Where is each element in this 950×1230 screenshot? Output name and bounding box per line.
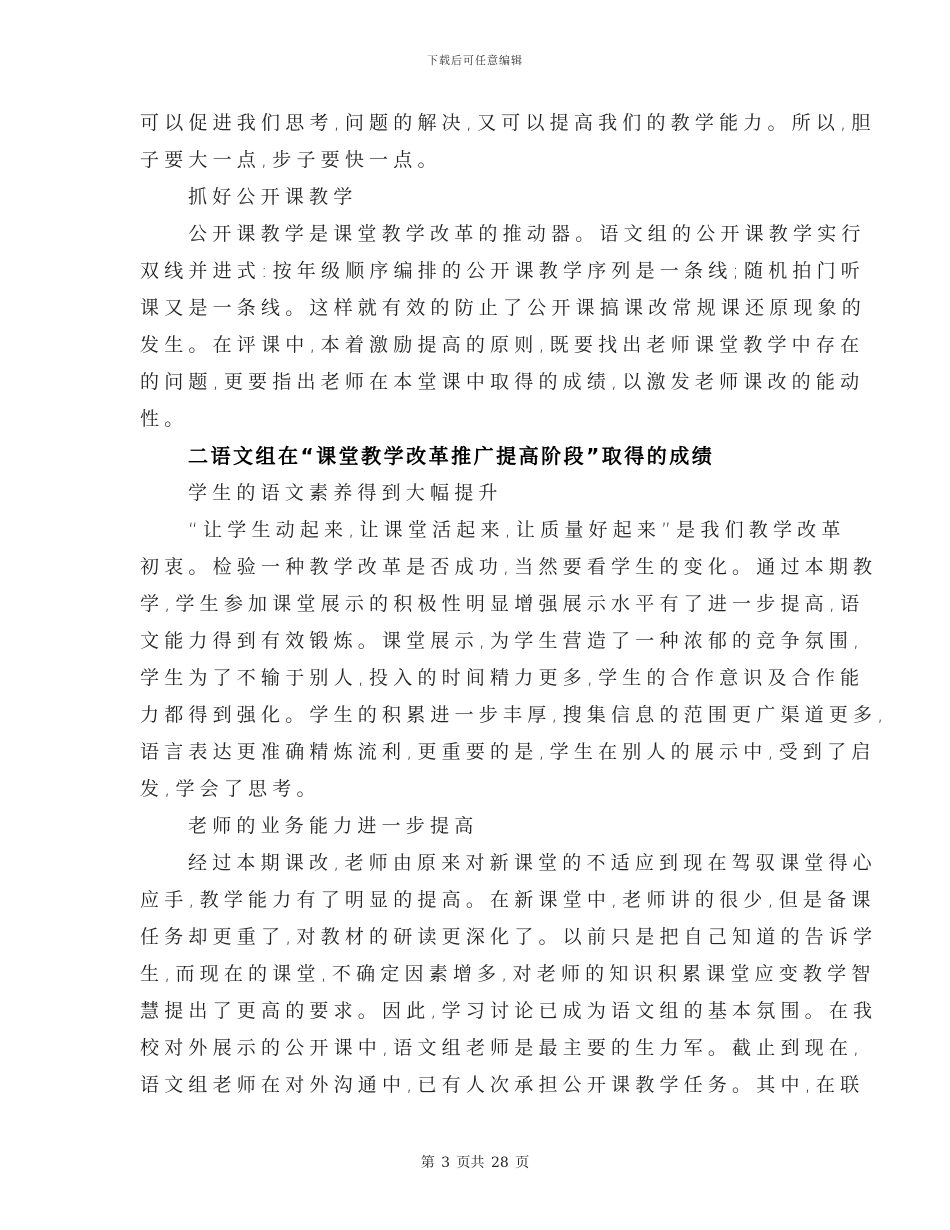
- document-body: [140, 105, 889, 1104]
- body-line: 语文组老师在对外沟通中,已有人次承担公开课教学任务。其中,在联: [140, 1074, 865, 1096]
- subheading-line: 抓好公开课教学: [188, 186, 358, 208]
- body-line: 学,学生参加课堂展示的积极性明显增强展示水平有了进一步提高,语: [140, 593, 865, 615]
- page-header: 下载后可任意编辑: [427, 54, 523, 67]
- section-heading: 二语文组在“课堂教学改革推广提高阶段”取得的成绩: [188, 444, 715, 468]
- body-line: 力都得到强化。学生的积累进一步丰厚,搜集信息的范围更广渠道更多,: [140, 704, 889, 726]
- body-line: 发,学会了思考。: [140, 778, 321, 800]
- body-line: 学生为了不输于别人,投入的时间精力更多,学生的合作意识及合作能: [140, 667, 865, 689]
- body-line: 应手,教学能力有了明显的提高。在新课堂中,老师讲的很少,但是备课: [140, 889, 876, 911]
- body-line: 双线并进式:按年级顺序编排的公开课教学序列是一条线;随机拍门听: [140, 260, 866, 282]
- body-line: 课又是一条线。这样就有效的防止了公开课搞课改常规课还原现象的: [140, 297, 867, 319]
- body-line: 生,而现在的课堂,不确定因素增多,对老师的知识积累课堂应变教学智: [140, 963, 876, 985]
- body-line: 性。: [140, 408, 189, 430]
- page-footer: 第 3 页共 28 页: [420, 1155, 530, 1171]
- body-line: 可以促进我们思考,问题的解决,又可以提高我们的教学能力。所以,胆: [140, 112, 876, 134]
- body-line: 慧提出了更高的要求。因此,学习讨论已成为语文组的基本氛围。在我: [140, 1000, 878, 1022]
- body-line: 发生。在评课中,本着激励提高的原则,既要找出老师课堂教学中存在: [140, 334, 865, 356]
- body-line: 语言表达更准确精炼流利,更重要的是,学生在别人的展示中,受到了启: [140, 741, 876, 763]
- body-line: 的问题,更要指出老师在本堂课中取得的成绩,以激发老师课改的能动: [140, 371, 865, 393]
- body-line: “让学生动起来,让课堂活起来,让质量好起来”是我们教学改革: [188, 519, 846, 541]
- body-line: 公开课教学是课堂教学改革的推动器。语文组的公开课教学实行: [188, 223, 866, 245]
- body-line: 文能力得到有效锻炼。课堂展示,为学生营造了一种浓郁的竞争氛围,: [140, 630, 865, 652]
- body-line: 初衷。检验一种教学改革是否成功,当然要看学生的变化。通过本期教: [140, 556, 878, 578]
- subheading-line: 老师的业务能力进一步提高: [188, 815, 479, 837]
- body-line: 经过本期课改,老师由原来对新课堂的不适应到现在驾驭课堂得心: [188, 852, 877, 874]
- body-line: 任务却更重了,对教材的研读更深化了。以前只是把自己知道的告诉学: [140, 926, 878, 948]
- subheading-line: 学生的语文素养得到大幅提升: [188, 482, 503, 504]
- body-line: 校对外展示的公开课中,语文组老师是最主要的生力军。截止到现在,: [140, 1037, 865, 1059]
- body-line: 子要大一点,步子要快一点。: [140, 149, 442, 171]
